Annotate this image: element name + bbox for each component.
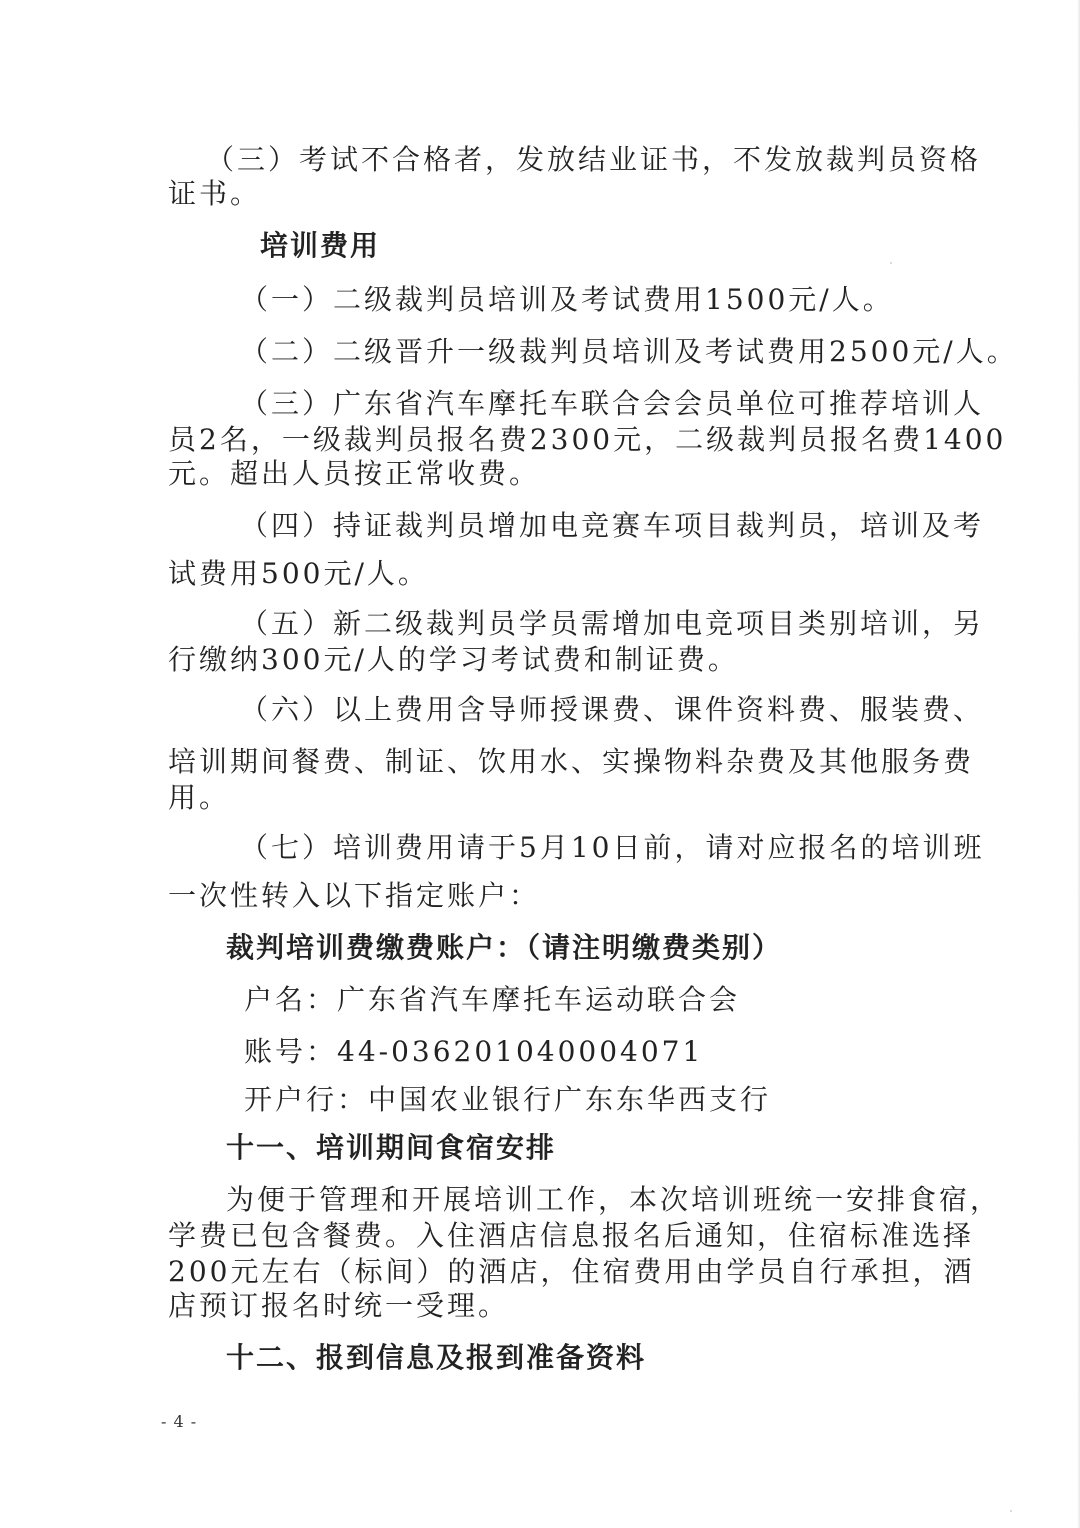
fee-item-5-line-2: 行缴纳300元/人的学习考试费和制证费。 [168,643,739,676]
lodging-line-1: 为便于管理和开展培训工作，本次培训班统一安排食宿， [226,1183,1002,1216]
fee-item-2: （二）二级晋升一级裁判员培训及考试费用2500元/人。 [240,335,1018,368]
text-line-certificate: 证书。 [168,177,262,210]
account-number: 账号：44-036201040004071 [244,1035,704,1068]
scan-speck [890,262,892,264]
fee-item-3-line-1: （三）广东省汽车摩托车联合会会员单位可推荐培训人 [240,387,985,420]
text-line-exam-fail: （三）考试不合格者，发放结业证书，不发放裁判员资格 [206,143,982,176]
fee-item-7-line-1: （七）培训费用请于5月10日前，请对应报名的培训班 [240,831,985,864]
account-bank: 开户行：中国农业银行广东东华西支行 [244,1083,772,1116]
fee-item-3-line-3: 元。超出人员按正常收费。 [168,457,541,490]
section-heading-training-fees: 培训费用 [260,229,381,262]
fee-item-1: （一）二级裁判员培训及考试费用1500元/人。 [240,283,894,316]
section-heading-11: 十一、培训期间食宿安排 [226,1131,557,1164]
account-name: 户名：广东省汽车摩托车运动联合会 [244,983,741,1016]
lodging-line-2: 学费已包含餐费。入住酒店信息报名后通知，住宿标准选择 [168,1219,975,1252]
fee-item-3-line-2: 员2名，一级裁判员报名费2300元，二级裁判员报名费1400 [168,423,1007,456]
fee-item-5-line-1: （五）新二级裁判员学员需增加电竞项目类别培训，另 [240,607,985,640]
fee-item-4-line-2: 试费用500元/人。 [168,557,429,590]
fee-item-6-line-2: 培训期间餐费、制证、饮用水、实操物料杂费及其他服务费 [168,745,975,778]
scan-speck [1010,1510,1012,1512]
section-heading-12: 十二、报到信息及报到准备资料 [226,1341,647,1374]
account-heading: 裁判培训费缴费账户：（请注明缴费类别） [226,931,783,964]
fee-item-6-line-1: （六）以上费用含导师授课费、课件资料费、服装费、 [240,693,985,726]
fee-item-7-line-2: 一次性转入以下指定账户： [168,879,541,912]
fee-item-6-line-3: 用。 [168,781,231,814]
page-number: - 4 - [161,1412,198,1431]
lodging-line-4: 店预订报名时统一受理。 [168,1289,510,1322]
fee-item-4-line-1: （四）持证裁判员增加电竞赛车项目裁判员，培训及考 [240,509,985,542]
lodging-line-3: 200元左右（标间）的酒店，住宿费用由学员自行承担，酒 [168,1255,975,1288]
